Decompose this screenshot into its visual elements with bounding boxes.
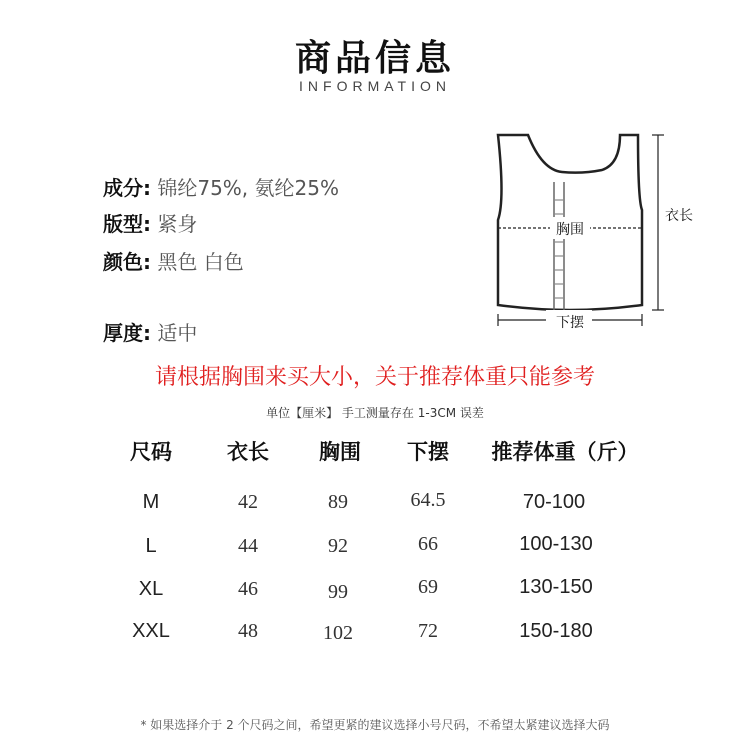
bust-label: 胸围 [556,222,584,238]
col-header-length: 衣长 [227,440,269,464]
spec-fit [103,208,197,237]
cell-size: L [145,535,157,557]
cell-size: XXL [132,620,170,642]
cell-size: M [142,491,160,513]
cell-length: 48 [238,620,258,642]
col-header-hem: 下摆 [407,440,449,464]
cell-hem: 64.5 [410,489,446,511]
length-label: 衣长 [665,208,693,224]
spec-color-key: 颜色: [103,250,151,274]
spec-thickness-key: 厚度: [103,321,151,345]
cell-bust: 99 [328,581,348,603]
cell-weight: 150-180 [519,620,593,642]
garment-diagram [470,130,700,335]
spec-color [103,246,244,275]
cell-size: XL [138,578,164,600]
cell-hem: 72 [418,620,438,642]
spec-material [103,172,339,201]
page-subtitle: INFORMATION [299,78,451,94]
cell-hem: 69 [418,576,438,598]
sizing-notice: 请根据胸围来买大小，关于推荐体重只能参考 [154,365,595,390]
cell-length: 44 [238,535,258,557]
cell-bust: 102 [323,622,353,644]
cell-weight: 100-130 [519,533,593,555]
spec-fit-value: 紧身 [157,212,198,236]
spec-thickness-value: 适中 [157,321,198,345]
spec-color-value: 黑色 白色 [157,250,244,274]
cell-length: 46 [238,578,258,600]
hem-label: 下摆 [556,315,584,331]
unit-note: 单位【厘米】 手工测量存在 1-3CM 误差 [266,406,484,420]
footer-note: * 如果选择介于 2 个尺码之间，希望更紧的建议选择小号尺码，不希望太紧建议选择大码 [140,718,610,732]
spec-thickness [103,317,197,346]
col-header-size: 尺码 [130,440,172,464]
cell-bust: 92 [328,535,348,557]
col-header-bust: 胸围 [319,440,361,464]
col-header-weight: 推荐体重（斤） [491,440,639,464]
spec-material-value: 锦纶75%, 氨纶25% [157,176,339,200]
spec-fit-key: 版型: [103,212,151,236]
cell-weight: 70-100 [522,491,586,513]
page-title: 商品信息 [294,38,455,79]
cell-length: 42 [238,491,258,513]
cell-weight: 130-150 [519,576,593,598]
spec-material-key: 成分: [103,176,151,200]
cell-hem: 66 [418,533,438,555]
cell-bust: 89 [328,491,348,513]
